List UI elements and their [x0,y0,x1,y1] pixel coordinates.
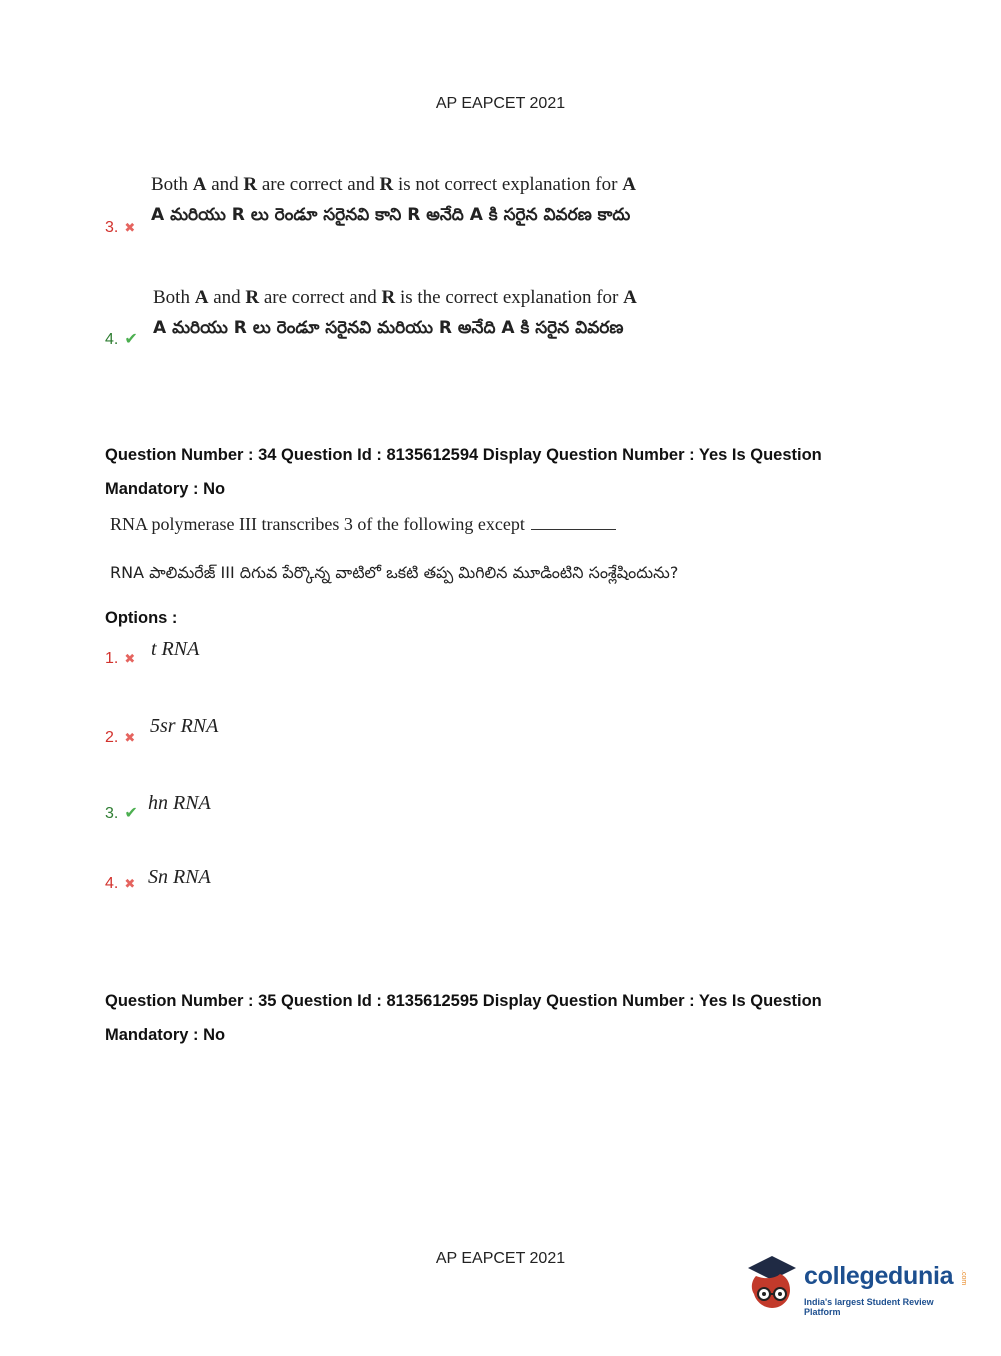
question-header-line: Mandatory : No [105,1026,226,1044]
logo-name: collegedunia [804,1262,954,1290]
text-part: Both [153,287,195,308]
option-text-english [151,174,636,196]
option-text: hn RNA [148,792,211,814]
text-part: are correct and [257,174,380,195]
wrong-mark-icon: ✖ [124,651,136,666]
logo-suffix: .com [960,1270,967,1286]
answer-blank [531,529,616,530]
option-text: 5sr RNA [150,715,219,737]
text-part: is the correct explanation for [395,287,624,308]
text-part: R [381,287,396,308]
option-text-telugu: A మరియు R లు రెండూ సరైనవి మరియు R అనేది A కి సరైన వివరణ [153,318,624,338]
text-part: and [208,287,246,308]
text-part: R [379,174,394,195]
text-part: A [192,174,207,195]
option-number [105,875,135,893]
option-number [105,219,135,237]
question-header-line: Question Number : 34 Question Id : 8135612594 Display Question Number : Yes Is Question [105,446,822,464]
logo-tagline: India's largest Student Review Platform [804,1297,934,1317]
collegedunia-logo [742,1250,972,1320]
page-header: AP EAPCET 2021 [435,95,566,112]
option-number [105,803,138,823]
option-number [105,329,138,349]
question-header-line: Mandatory : No [105,480,226,498]
mascot-icon [742,1250,802,1320]
question-text-english [110,514,616,535]
text-part: A [622,174,636,195]
check-mark-icon: ✔ [124,805,138,822]
option-text-english [153,287,637,309]
option-number [105,650,135,668]
option-text-telugu: A మరియు R లు రెండూ సరైనవి కాని R అనేది A కి సరైన వివరణ కాదు [151,205,631,225]
question-text: RNA polymerase III transcribes 3 of the following except [110,514,525,534]
text-part: and [206,174,244,195]
option-number-text: 3. [105,805,119,822]
text-part: is not correct explanation for [393,174,623,195]
option-number [105,729,135,747]
option-text: Sn RNA [148,866,211,888]
wrong-mark-icon: ✖ [124,220,136,235]
page-footer: AP EAPCET 2021 [435,1250,566,1267]
check-mark-icon: ✔ [124,331,138,348]
option-number-text: 2. [105,729,119,746]
wrong-mark-icon: ✖ [124,730,136,745]
text-part: are correct and [259,287,382,308]
question-header-line: Question Number : 35 Question Id : 8135612595 Display Question Number : Yes Is Question [105,992,822,1010]
option-number-text: 4. [105,875,119,892]
options-label: Options : [105,609,178,627]
text-part: A [194,287,209,308]
text-part: R [245,287,260,308]
text-part: Both [151,174,193,195]
option-number-text: 4. [105,331,119,348]
option-text: t RNA [151,638,200,660]
question-header [105,984,905,1052]
text-part: R [243,174,258,195]
question-text-telugu: RNA పాలిమరేజ్ III దిగువ పేర్కొన్న వాటిలో ఒకటి తప్ప మిగిలిన మూడింటిని సంశ్లేషిందును? [110,563,679,582]
option-number-text: 3. [105,219,119,236]
question-header [105,438,905,506]
wrong-mark-icon: ✖ [124,876,136,891]
text-part: A [623,287,637,308]
option-number-text: 1. [105,650,119,667]
